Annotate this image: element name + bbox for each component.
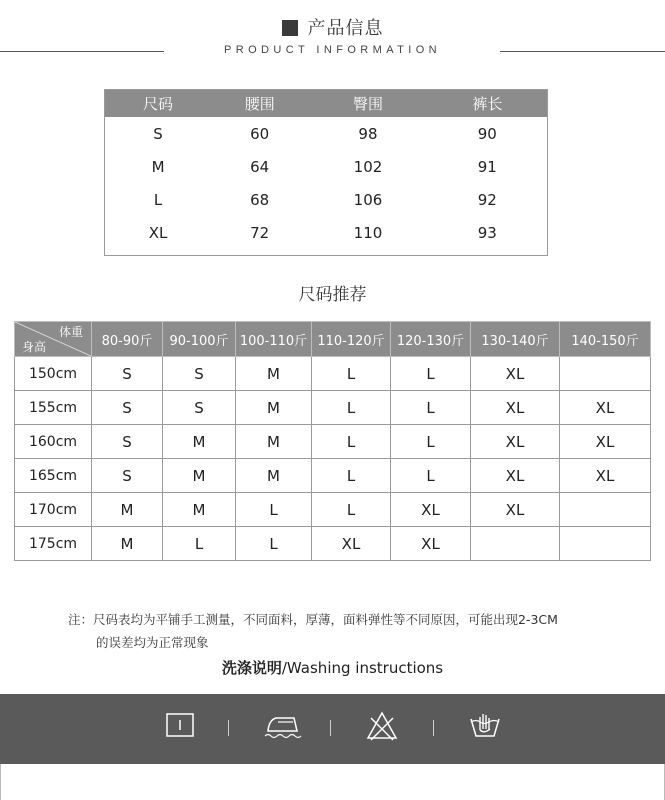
title-square-icon <box>282 20 298 36</box>
washing-title <box>0 657 665 678</box>
hip-cell: 106 <box>353 190 383 209</box>
height-cell: 175cm <box>15 527 92 561</box>
recommendation-row <box>15 527 651 561</box>
recommended-size-cell: M <box>92 493 163 527</box>
size-chart-row <box>105 150 547 183</box>
hip-cell: 102 <box>353 157 383 176</box>
corner-weight-label: 体重 <box>58 325 83 339</box>
size-chart-col: 腰围 <box>211 90 308 117</box>
recommended-size-cell: L <box>312 459 391 493</box>
recommended-size-cell: M <box>92 527 163 561</box>
recommended-size-cell: L <box>391 357 471 391</box>
recommended-size-cell: XL <box>560 391 651 425</box>
length-cell: 90 <box>477 124 497 143</box>
size-chart <box>104 89 548 256</box>
weight-column-header: 110-120斤 <box>312 322 391 357</box>
size-chart-header <box>105 90 547 117</box>
recommendation-row <box>15 425 651 459</box>
recommended-size-cell: L <box>236 493 312 527</box>
recommended-size-cell <box>560 357 651 391</box>
recommended-size-cell: L <box>312 391 391 425</box>
recommended-size-cell: M <box>236 391 312 425</box>
recommended-size-cell: S <box>92 425 163 459</box>
recommended-size-cell: M <box>163 493 236 527</box>
recommended-size-cell: S <box>163 357 236 391</box>
size-chart-row <box>105 183 547 216</box>
recommendation-title: 尺码推荐 <box>298 285 367 305</box>
corner-height-label: 身高 <box>22 340 47 354</box>
page-subtitle: PRODUCT INFORMATION <box>223 44 442 56</box>
height-cell: 150cm <box>15 357 92 391</box>
recommendation-row <box>15 357 651 391</box>
recommendation-row <box>15 459 651 493</box>
divider-right <box>500 51 665 52</box>
recommended-size-cell: S <box>92 391 163 425</box>
recommended-size-cell: XL <box>391 527 471 561</box>
size-cell: XL <box>148 223 168 242</box>
hip-cell: 98 <box>358 124 378 143</box>
weight-column-header: 80-90斤 <box>92 322 163 357</box>
recommended-size-cell: L <box>312 493 391 527</box>
recommended-size-cell: S <box>92 459 163 493</box>
height-cell: 155cm <box>15 391 92 425</box>
recommended-size-cell: S <box>92 357 163 391</box>
recommended-size-cell: XL <box>471 391 560 425</box>
waist-cell: 68 <box>250 190 270 209</box>
icon-separator <box>330 720 331 736</box>
recommended-size-cell: XL <box>471 493 560 527</box>
size-cell: M <box>151 157 165 176</box>
weight-column-header: 90-100斤 <box>163 322 236 357</box>
weight-column-header: 130-140斤 <box>471 322 560 357</box>
recommended-size-cell: M <box>163 425 236 459</box>
recommended-size-cell: L <box>312 357 391 391</box>
height-cell: 160cm <box>15 425 92 459</box>
size-chart-col: 尺码 <box>105 90 211 117</box>
size-cell: L <box>153 190 163 209</box>
recommended-size-cell: L <box>163 527 236 561</box>
tumble-dry-icon <box>165 710 195 744</box>
measurement-note: 注：尺码表均为平铺手工测量，不同面料，厚薄，面料弹性等不同原因，可能出现2-3CM <box>68 612 558 627</box>
washing-panel-bottom <box>0 764 665 800</box>
size-chart-row <box>105 117 547 150</box>
weight-column-header: 120-130斤 <box>391 322 471 357</box>
title-text: 产品信息 <box>307 18 384 39</box>
recommended-size-cell: XL <box>560 425 651 459</box>
recommended-size-cell: XL <box>312 527 391 561</box>
page-title <box>0 14 665 40</box>
recommended-size-cell <box>471 527 560 561</box>
icon-separator <box>228 720 229 736</box>
waist-cell: 64 <box>250 157 270 176</box>
recommendation-row <box>15 493 651 527</box>
recommended-size-cell: L <box>312 425 391 459</box>
recommended-size-cell: XL <box>471 425 560 459</box>
iron-icon <box>262 710 302 746</box>
size-recommendation-table <box>14 321 651 561</box>
washing-title-en: /Washing instructions <box>281 659 444 677</box>
corner-cell <box>15 322 92 357</box>
hand-wash-icon <box>468 710 502 746</box>
recommended-size-cell: XL <box>391 493 471 527</box>
recommended-size-cell: XL <box>560 459 651 493</box>
length-cell: 91 <box>477 157 497 176</box>
recommended-size-cell: XL <box>471 357 560 391</box>
do-not-bleach-icon <box>366 710 398 746</box>
recommended-size-cell: L <box>391 391 471 425</box>
recommendation-row <box>15 391 651 425</box>
size-chart-col: 裤长 <box>428 90 547 117</box>
height-cell: 170cm <box>15 493 92 527</box>
size-chart-col: 臀围 <box>308 90 427 117</box>
measurement-note-continued: 的误差均为正常现象 <box>96 635 209 650</box>
length-cell: 92 <box>477 190 497 209</box>
length-cell: 93 <box>477 223 497 242</box>
recommended-size-cell: L <box>391 459 471 493</box>
weight-column-header: 100-110斤 <box>236 322 312 357</box>
recommended-size-cell <box>560 527 651 561</box>
recommended-size-cell: XL <box>471 459 560 493</box>
recommendation-header <box>15 322 651 357</box>
waist-cell: 72 <box>250 223 270 242</box>
recommended-size-cell: M <box>163 459 236 493</box>
recommended-size-cell: M <box>236 357 312 391</box>
icon-separator <box>433 720 434 736</box>
height-cell: 165cm <box>15 459 92 493</box>
recommended-size-cell: M <box>236 425 312 459</box>
recommended-size-cell: S <box>163 391 236 425</box>
waist-cell: 60 <box>250 124 270 143</box>
hip-cell: 110 <box>353 223 383 242</box>
size-chart-row <box>105 216 547 249</box>
recommended-size-cell: L <box>236 527 312 561</box>
recommended-size-cell <box>560 493 651 527</box>
size-cell: S <box>153 124 163 143</box>
washing-icons-band <box>0 694 665 764</box>
weight-column-header: 140-150斤 <box>560 322 651 357</box>
recommended-size-cell: M <box>236 459 312 493</box>
recommended-size-cell: L <box>391 425 471 459</box>
washing-title-cn: 洗涤说明 <box>221 659 282 677</box>
